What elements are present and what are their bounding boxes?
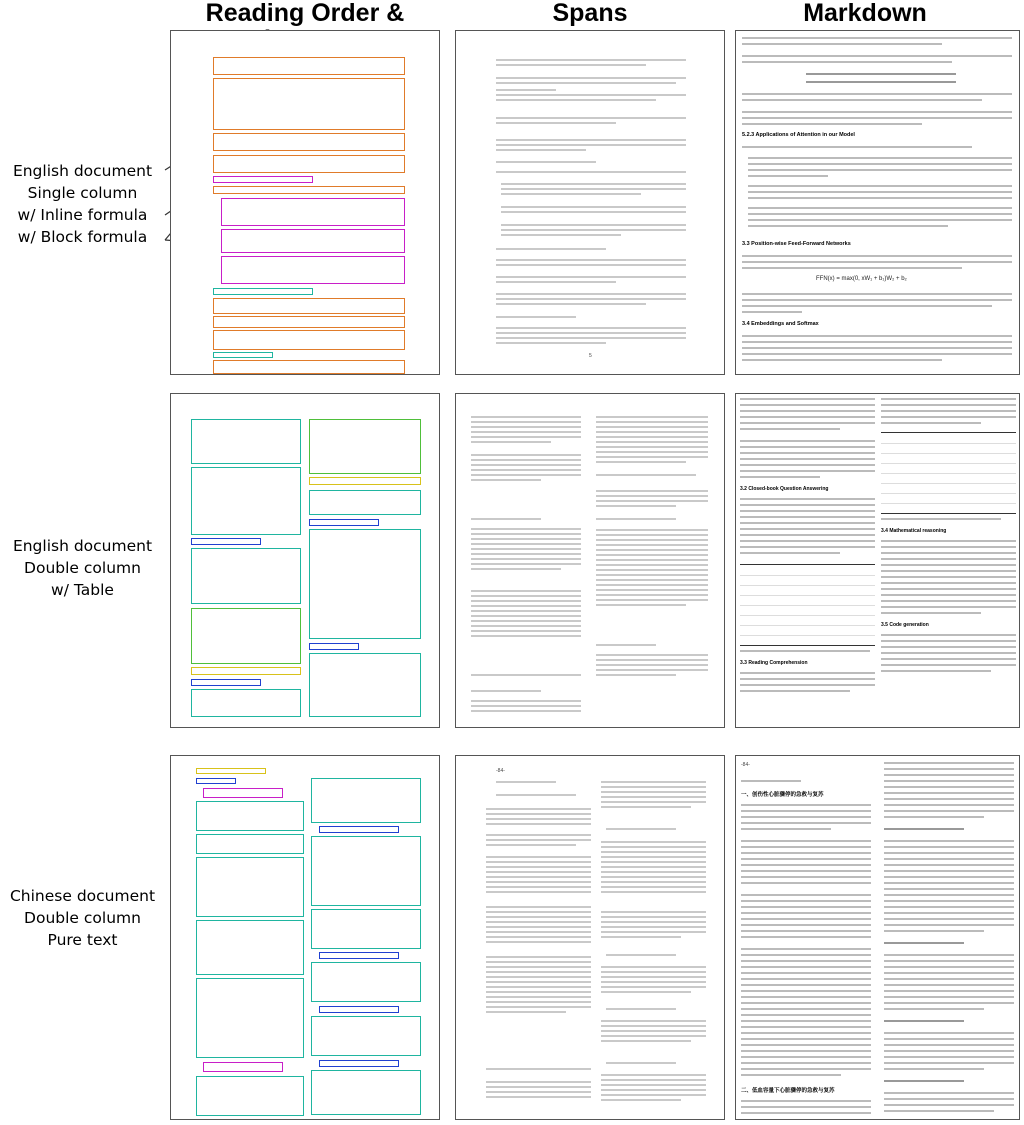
layout-box-text <box>213 155 405 173</box>
md-heading: 3.4 Mathematical reasoning <box>881 528 947 534</box>
layout-box-text <box>213 57 405 75</box>
header-markdown: Markdown <box>803 0 927 27</box>
layout-box-title <box>319 1006 399 1013</box>
row2-layout-page <box>170 393 440 728</box>
layout-box-text <box>311 1016 421 1056</box>
row-label-2: English document Double column w/ Table <box>12 537 153 599</box>
layout-box-formula <box>213 133 405 151</box>
md-heading: 3.3 Reading Comprehension <box>740 660 808 666</box>
layout-box-title <box>203 788 283 798</box>
md-table <box>740 564 875 646</box>
md-heading: 二、低血容量下心脏骤停的急救与复苏 <box>741 1088 835 1094</box>
row3-layout-page <box>170 755 440 1120</box>
page-number: -84- <box>496 768 505 774</box>
row-label-1: English document Single column w/ Inline formula w/ Block formula <box>12 162 153 246</box>
row3-spans-page <box>455 755 725 1120</box>
layout-box-text <box>191 467 301 535</box>
row1-layout-page <box>170 30 440 375</box>
layout-box-title <box>319 952 399 959</box>
layout-box-text <box>213 330 405 350</box>
layout-box-text <box>191 548 301 604</box>
page-number: -84- <box>741 762 750 768</box>
layout-box-table <box>309 419 421 474</box>
layout-box-title <box>319 1060 399 1067</box>
layout-box-text <box>196 920 304 975</box>
layout-box-title <box>196 778 236 784</box>
layout-box-text <box>196 978 304 1058</box>
layout-box-text <box>311 962 421 1002</box>
layout-box-text <box>196 857 304 917</box>
layout-box-title <box>309 519 379 526</box>
layout-box-text <box>213 186 405 194</box>
layout-box-title <box>213 176 313 183</box>
layout-box-title <box>319 826 399 833</box>
layout-box-title <box>191 679 261 686</box>
row1-spans-page: 5 <box>455 30 725 375</box>
layout-box-header <box>196 768 266 774</box>
layout-box-text <box>196 834 304 854</box>
layout-box-caption <box>191 667 301 675</box>
layout-box-title <box>213 352 273 358</box>
row2-markdown-page <box>735 393 1020 728</box>
layout-box-list <box>221 198 405 226</box>
layout-box-text <box>213 298 405 314</box>
layout-box-title <box>213 288 313 295</box>
layout-box-title <box>309 643 359 650</box>
layout-box-list <box>221 229 405 253</box>
layout-box-text <box>311 909 421 949</box>
layout-box-text <box>311 1070 421 1115</box>
layout-box-text <box>196 1076 304 1116</box>
row2-spans-page <box>455 393 725 728</box>
layout-box-title <box>203 1062 283 1072</box>
layout-box-text <box>309 529 421 639</box>
md-formula: FFN(x) = max(0, xW₁ + b₁)W₂ + b₂ <box>816 276 907 282</box>
layout-box-caption <box>309 477 421 485</box>
layout-box-text <box>309 490 421 515</box>
layout-box-title <box>191 538 261 545</box>
layout-box-list <box>221 256 405 284</box>
layout-box-text <box>309 653 421 717</box>
layout-box-table <box>191 608 301 664</box>
layout-box-text <box>311 836 421 906</box>
row3-markdown-page <box>735 755 1020 1120</box>
md-heading: 3.2 Closed-book Question Answering <box>740 486 829 492</box>
layout-box-text <box>191 689 301 717</box>
layout-box-text <box>191 419 301 464</box>
row1-markdown-page <box>735 30 1020 375</box>
header-reading-order: Reading Order & <box>205 0 405 27</box>
header-spans: Spans <box>552 0 628 27</box>
layout-box-text <box>213 78 405 130</box>
md-heading: 3.5 Code generation <box>881 622 929 628</box>
row-label-3: Chinese document Double column Pure text <box>9 887 156 949</box>
md-heading: 3.4 Embeddings and Softmax <box>742 321 819 327</box>
md-heading: 一、创伤性心脏骤停的急救与复苏 <box>741 792 824 798</box>
layout-box-text <box>213 360 405 374</box>
md-heading: 3.3 Position-wise Feed-Forward Networks <box>742 241 851 247</box>
layout-box-text <box>311 778 421 823</box>
layout-box-text <box>196 801 304 831</box>
layout-box-formula <box>213 316 405 328</box>
md-heading: 5.2.3 Applications of Attention in our Model <box>742 132 855 138</box>
md-table <box>881 432 1016 514</box>
